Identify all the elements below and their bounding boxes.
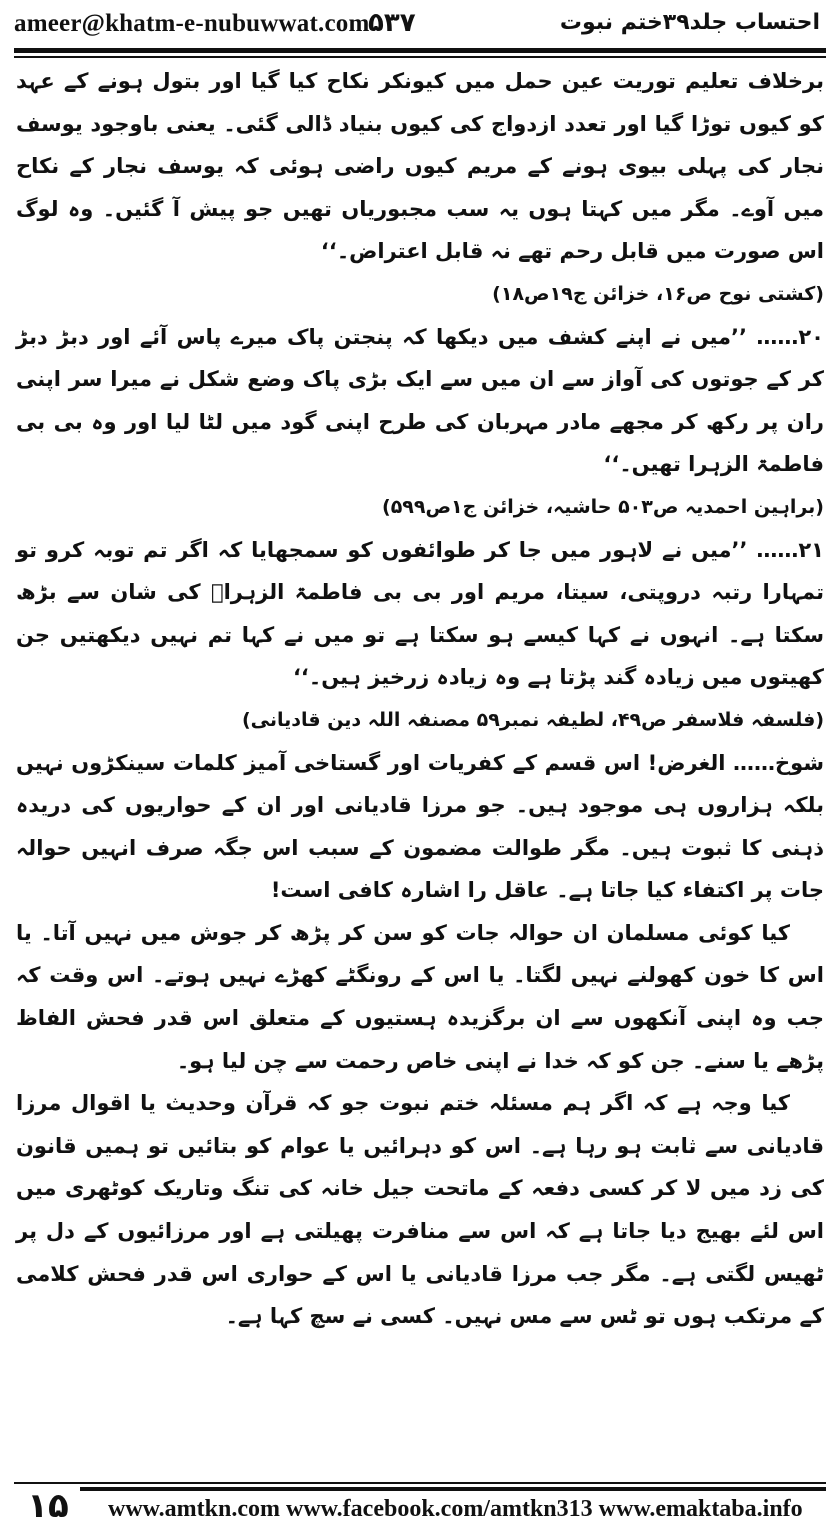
- paragraph-item-20: ۲۰…… ’’میں نے اپنے کشف میں دیکھا کہ پنجتن پاک میرے پاس آئے اور دبڑ دبڑ کر کے جوتوں کی آواز سے ان میں سے ایک بڑی پاک وضع شکل نے میرا سر اپنی ران پر رکھ کر مجھے مادر مہربان کی طرح اپنی گود میں لٹا لیا اور وہ بی بی فاطمۃ الزہرا تھیں۔‘‘: [16, 324, 824, 477]
- reference-falsafa-falasfar: (فلسفہ فلاسفر ص۴۹، لطیفہ نمبر۵۹ مصنفہ اللہ دین قادیانی): [241, 708, 824, 731]
- header-email[interactable]: ameer@khatm-e-nubuwwat.com: [14, 10, 370, 37]
- paragraph-muslim-question: کیا کوئی مسلمان ان حوالہ جات کو سن کر پڑھ کر جوش میں نہیں آتا۔ یا اس کا خون کھولنے نہیں لگتا۔ یا اس کے رونگٹے کھڑے نہیں ہوتے۔ اس وقت کہ جب وہ اپنی آنکھوں سے ان برگزیدہ ہستیوں کے متعلق اس قدر فحش الفاظ پڑھے یا سنے۔ جن کو کہ خدا نے اپنی خاص رحمت سے چن لیا ہو۔: [16, 920, 824, 1073]
- footer-rule-thick: [80, 1487, 826, 1491]
- paragraph-item-21: ۲۱…… ’’میں نے لاہور میں جا کر طوائفوں کو سمجھایا کہ اگر تم توبہ کرو تو تمہارا رتبہ دروپتی، سیتا، مریم اور بی بی فاطمۃ الزہراؓ کی شان سے بڑھ سکتا ہے۔ انہوں نے کہا کیسے ہو سکتا ہے تو میں نے کہا تم نہیں دیکھتیں جن کھیتوں میں زیادہ گند پڑتا ہے وہ زیادہ زرخیز ہیں۔‘‘: [16, 537, 824, 690]
- paragraph-shokh: شوخ…… الغرض! اس قسم کے کفریات اور گستاخی آمیز کلمات سینکڑوں نہیں بلکہ ہزاروں ہی موجود ہیں۔ جو مرزا قادیانی اور ان کے حواریوں کی دریدہ ذہنی کا ثبوت ہیں۔ مگر طوالت مضمون کے سبب اس جگہ صرف انہیں حوالہ جات پر اکتفاء کیا جاتا ہے۔ عاقل را اشارہ کافی است!: [16, 750, 824, 903]
- footer-links[interactable]: www.amtkn.com www.facebook.com/amtkn313 www.emaktaba.info: [108, 1496, 803, 1522]
- header-book-title: احتساب جلد۳۹ختم نبوت: [559, 10, 820, 35]
- header-rule-thin: [14, 56, 826, 58]
- reference-barahin-ahmadiya: (براہین احمدیہ ص۵۰۳ حاشیہ، خزائن ج۱ص۵۹۹): [382, 495, 824, 518]
- footer-rule-thin: [14, 1482, 826, 1484]
- header-page-number: ۵۳۷: [368, 8, 416, 38]
- page-body: [16, 60, 824, 1472]
- paragraph-khatm-nubuwwat: کیا وجہ ہے کہ اگر ہم مسئلہ ختم نبوت جو کہ قرآن وحدیث یا اقوال مرزا قادیانی سے ثابت ہو رہا ہے۔ اس کو دہرائیں یا عوام کو بتائیں تو ہمیں قانون کی زد میں لا کر کسی دفعہ کے ماتحت جیل خانہ کی تنگ وتاریک کوٹھری میں اس لئے بھیج دیا جاتا ہے کہ اس سے منافرت پھیلتی ہے اور مرزائیوں کے دل پر ٹھیس لگتی ہے۔ مگر جب مرزا قادیانی یا اس کے حواری اس قدر فحش کلامی کے مرتکب ہوں تو ٹس سے مس نہیں۔ کسی نے سچ کہا ہے۔: [16, 1091, 824, 1329]
- reference-kashti-nooh: (کشتی نوح ص۱۶، خزائن ج۱۹ص۱۸): [492, 282, 824, 305]
- page-header: [0, 0, 840, 56]
- page-footer: [0, 1476, 840, 1540]
- paragraph-continuation: برخلاف تعلیم توریت عین حمل میں کیونکر نکاح کیا گیا اور بتول ہونے کے عہد کو کیوں توڑا گیا اور تعدد ازدواج کی کیوں بنیاد ڈالی گئی۔ یعنی باوجود یوسف نجار کی پہلی بیوی ہونے کے مریم کیوں راضی ہوئی کہ یوسف نجار کے نکاح میں آوے۔ مگر میں کہتا ہوں یہ سب مجبوریاں تھیں جو پیش آ گئیں۔ وہ لوگ اس صورت میں قابل رحم تھے نہ قابل اعتراض۔‘‘: [16, 69, 824, 264]
- footer-page-label: ۱۵: [27, 1486, 69, 1526]
- header-rule-thick: [14, 48, 826, 53]
